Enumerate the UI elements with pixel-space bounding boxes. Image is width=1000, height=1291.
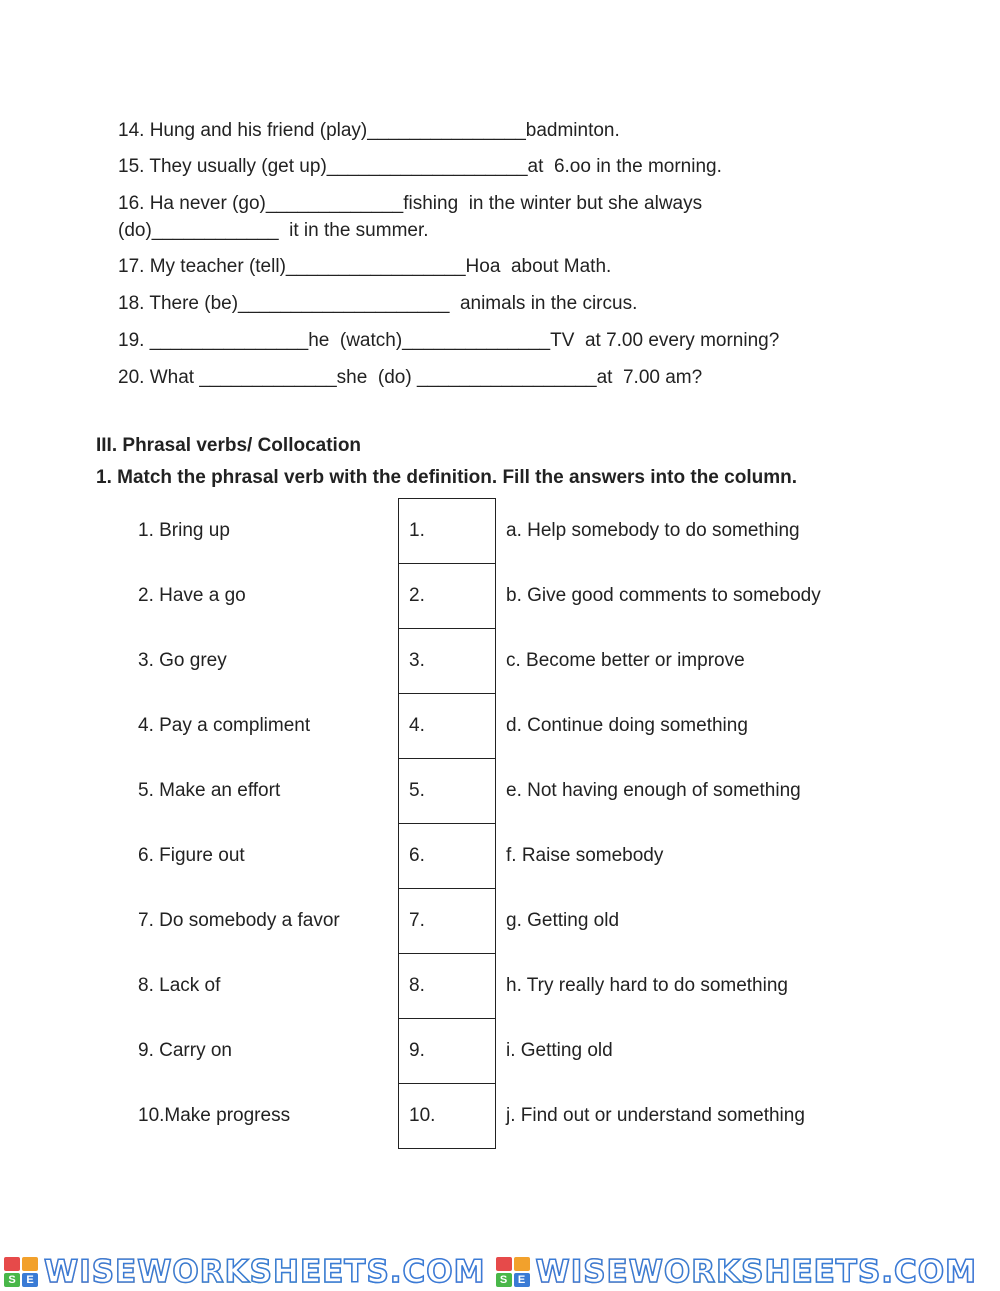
exercise-14: 14. Hung and his friend (play)_______________badminton. [118, 120, 620, 141]
exercise-19: 19. _______________he (watch)______________TV at 7.00 every morning? [118, 330, 780, 351]
definition-cell: h. Try really hard to do something [506, 975, 788, 996]
exercise-16-continued: (do)____________ it in the summer. [118, 220, 429, 241]
definition-cell: d. Continue doing something [506, 715, 748, 736]
exercise-16: 16. Ha never (go)_____________fishing in the winter but she always [118, 193, 703, 214]
table-row [120, 1084, 821, 1149]
exercise-20: 20. What _____________she (do) _________________at 7.00 am? [118, 367, 703, 388]
phrase-cell: 1. Bring up [138, 520, 230, 541]
definition-cell: i. Getting old [506, 1040, 613, 1061]
table-row [120, 824, 821, 889]
table-row [120, 629, 821, 694]
answer-box[interactable]: 6. [399, 824, 496, 889]
answer-box[interactable]: 10. [399, 1084, 496, 1149]
answer-box[interactable]: 2. [399, 564, 496, 629]
instruction: 1. Match the phrasal verb with the definition. Fill the answers into the column. [96, 467, 797, 488]
brand-logo-icon: S E [496, 1257, 530, 1287]
phrase-cell: 5. Make an effort [138, 780, 281, 801]
answer-box[interactable]: 8. [399, 954, 496, 1019]
brand-watermark [496, 1254, 978, 1290]
exercise-18: 18. There (be)____________________ animals in the circus. [118, 293, 638, 314]
table-row [120, 889, 821, 954]
answer-box[interactable]: 1. [399, 499, 496, 564]
brand-text: WISEWORKSHEETS.COM [535, 1253, 977, 1290]
definition-cell: j. Find out or understand something [506, 1105, 805, 1126]
phrase-cell: 2. Have a go [138, 585, 246, 606]
definition-cell: b. Give good comments to somebody [506, 585, 821, 606]
definition-cell: e. Not having enough of something [506, 780, 801, 801]
exercise-15: 15. They usually (get up)___________________at 6.oo in the morning. [118, 156, 722, 177]
phrase-cell: 6. Figure out [138, 845, 245, 866]
table-row [120, 759, 821, 824]
watermark-footer [0, 1252, 1000, 1291]
matching-table [120, 498, 821, 1149]
phrase-cell: 4. Pay a compliment [138, 715, 311, 736]
table-row [120, 1019, 821, 1084]
answer-box[interactable]: 4. [399, 694, 496, 759]
phrase-cell: 10.Make progress [138, 1105, 291, 1126]
brand-watermark [4, 1254, 486, 1290]
phrase-cell: 9. Carry on [138, 1040, 232, 1061]
definition-cell: c. Become better or improve [506, 650, 745, 671]
table-row [120, 499, 821, 564]
section-title: III. Phrasal verbs/ Collocation [96, 435, 362, 456]
table-row [120, 954, 821, 1019]
answer-box[interactable]: 9. [399, 1019, 496, 1084]
answer-box[interactable]: 5. [399, 759, 496, 824]
definition-cell: g. Getting old [506, 910, 620, 931]
definition-cell: a. Help somebody to do something [506, 520, 800, 541]
exercise-17: 17. My teacher (tell)_________________Hoa about Math. [118, 256, 612, 277]
phrase-cell: 3. Go grey [138, 650, 227, 671]
phrase-cell: 8. Lack of [138, 975, 221, 996]
definition-cell: f. Raise somebody [506, 845, 664, 866]
answer-box[interactable]: 3. [399, 629, 496, 694]
table-row [120, 694, 821, 759]
table-row [120, 564, 821, 629]
brand-text: WISEWORKSHEETS.COM [44, 1253, 486, 1290]
phrase-cell: 7. Do somebody a favor [138, 910, 340, 931]
answer-box[interactable]: 7. [399, 889, 496, 954]
brand-logo-icon: S E [4, 1257, 38, 1287]
